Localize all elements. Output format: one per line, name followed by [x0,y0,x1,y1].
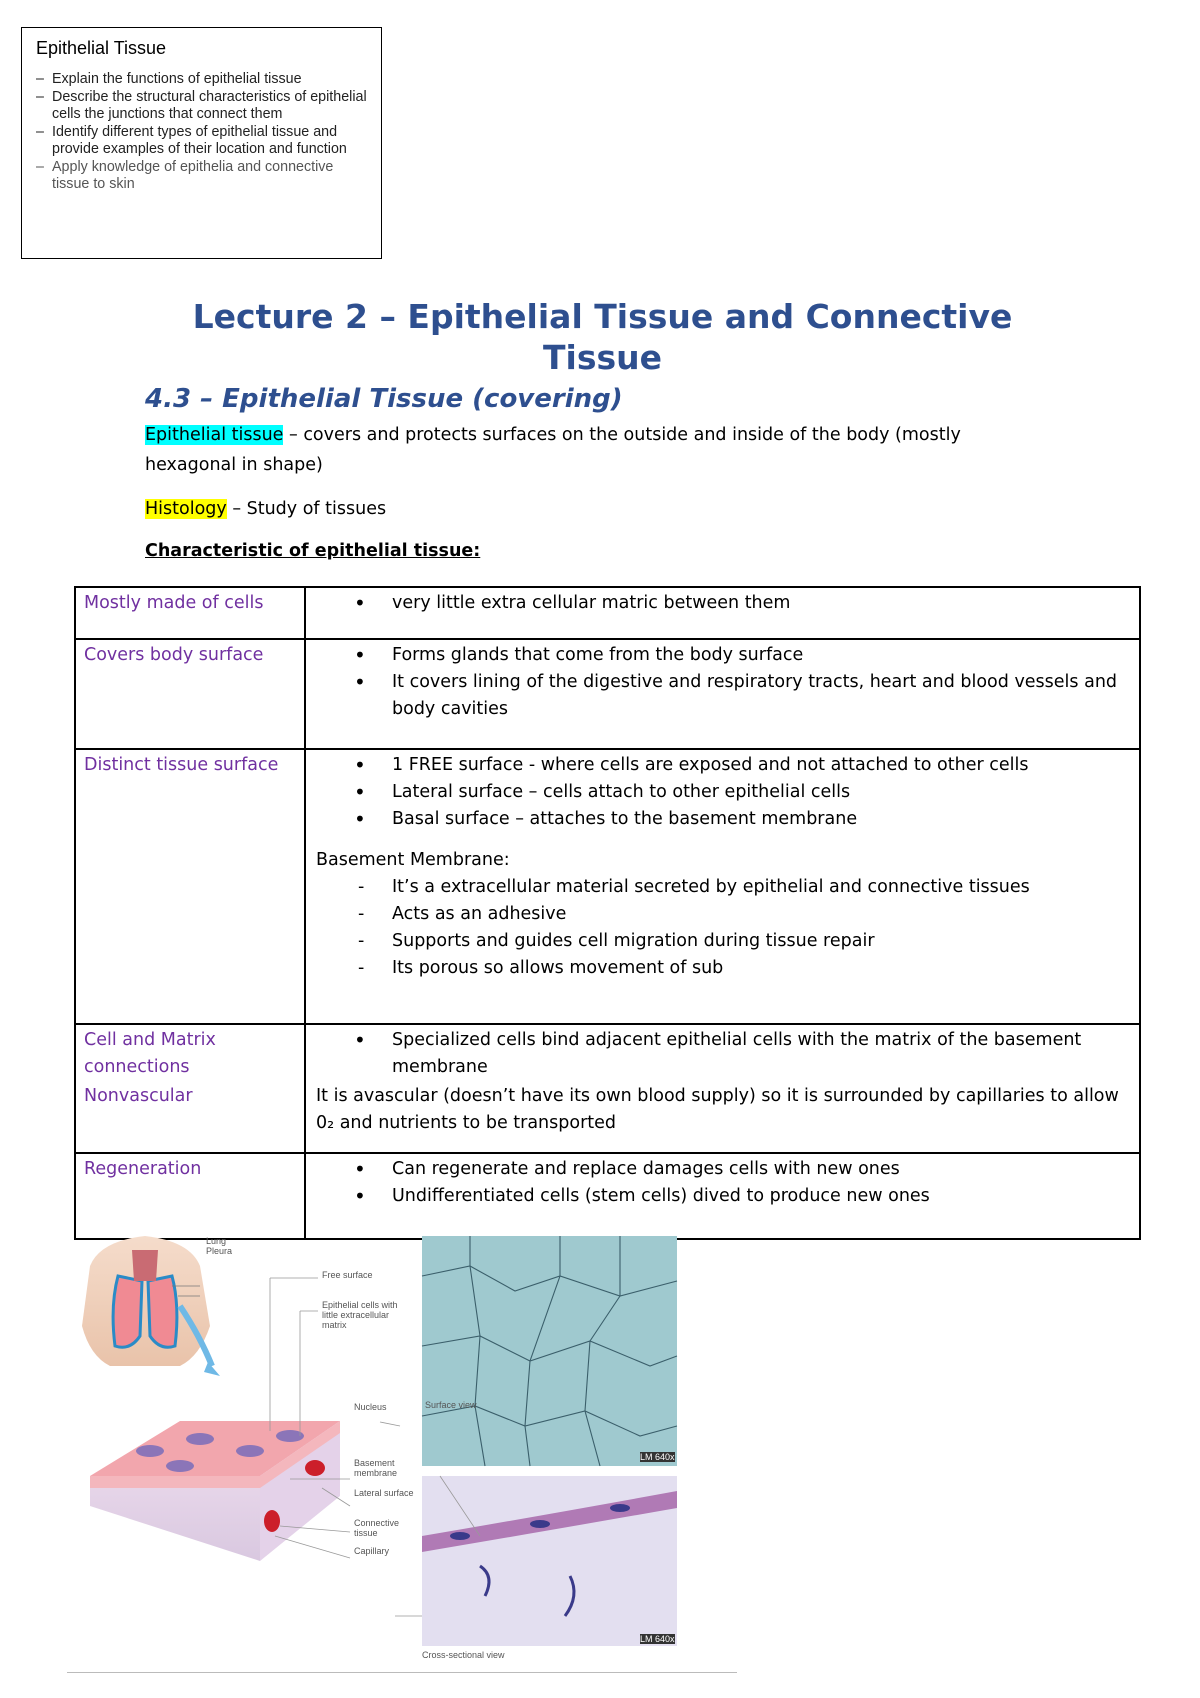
characteristics-table [74,586,1141,1240]
torso-illustration [82,1236,220,1376]
row-content: • Specialized cells bind adjacent epithelial cells with the matrix of the basement membrane [305,1024,1140,1081]
epithelium-figure [60,1236,750,1666]
page-divider [67,1672,737,1673]
label-pleura: Pleura [206,1246,233,1256]
label-magnification: LM 640x [640,1452,675,1462]
figure-illustration [60,1236,750,1666]
row-content: • Forms glands that come from the body surface • It covers lining of the digestive and respiratory tracts, heart and blood vessels and body cavities [305,639,1140,749]
objective-item: – Describe the structural characteristics of epithelial cells the junctions that connect them [36,89,367,122]
row-label: Regeneration [75,1153,305,1239]
objective-item: – Identify different types of epithelial tissue and provide examples of their location and function [36,124,347,157]
row-label: Nonvascular [75,1081,305,1153]
table-row [75,1024,1140,1081]
highlighted-term: Histology [145,499,227,519]
table-row [75,1081,1140,1153]
row-label: Cell and Matrix connections [75,1024,305,1081]
row-label: Mostly made of cells [75,587,305,639]
table-row [75,1153,1140,1239]
label-lung: Lung [206,1236,227,1246]
surface-view-micrograph [422,1236,677,1466]
definition-epithelial: Epithelial tissue – covers and protects surfaces on the outside and inside of the body (mostly hexagonal in shape) [145,425,961,475]
objectives-list [36,71,369,193]
label-free-surface: Free surface [322,1270,373,1280]
objectives-box [21,27,382,259]
table-row [75,749,1140,1024]
row-content: • very little extra cellular matric between them [305,587,1140,639]
lecture-title: Lecture 2 – Epithelial Tissue and Connective Tissue [192,297,1013,377]
objectives-title: Epithelial Tissue [36,38,167,58]
row-label: Covers body surface [75,639,305,749]
table-row [75,639,1140,749]
row-content: • Can regenerate and replace damages cells with new ones • Undifferentiated cells (stem cells) dived to produce new ones [305,1153,1140,1239]
objective-item: – Apply knowledge of epithelia and connective tissue to skin [36,159,334,192]
label-epithelial-cells: Epithelial cells with little extracellular matrix [322,1300,398,1330]
label-surface-view: Surface view [425,1400,477,1410]
tissue-block-illustration [90,1421,340,1561]
label-capillary: Capillary [354,1546,390,1556]
row-content: It is avascular (doesn’t have its own blood supply) so it is surrounded by capillaries to allow 0₂ and nutrients to be transported [305,1081,1140,1153]
row-label: Distinct tissue surface [75,749,305,1024]
basement-membrane-heading: Basement Membrane: [316,850,510,870]
row-content: • 1 FREE surface - where cells are exposed and not attached to other cells • Lateral surface – cells attach to other epithelial cells • Basal surface – attaches to the basement membrane Basement Membrane: - It’s a extracellular material secreted by epithelial and connective tissues - Acts as an adhesive - Supports and guides cell migration during tissue repair - Its porous so allows movement of sub [305,749,1140,1024]
label-lateral-surface: Lateral surface [354,1488,414,1498]
label-magnification: LM 640x [640,1634,675,1644]
section-heading: 4.3 – Epithelial Tissue (covering) [145,384,623,414]
label-basement-membrane: Basement membrane [354,1458,398,1478]
label-connective-tissue: Connective tissue [354,1518,400,1538]
objective-item: – Explain the functions of epithelial tissue [36,71,302,87]
label-nucleus: Nucleus [354,1402,387,1412]
label-cross-sectional-view: Cross-sectional view [422,1650,505,1660]
table-row [75,587,1140,639]
table-heading: Characteristic of epithelial tissue: [145,541,481,561]
definition-histology: Histology – Study of tissues [145,499,387,519]
highlighted-term: Epithelial tissue [145,425,284,445]
